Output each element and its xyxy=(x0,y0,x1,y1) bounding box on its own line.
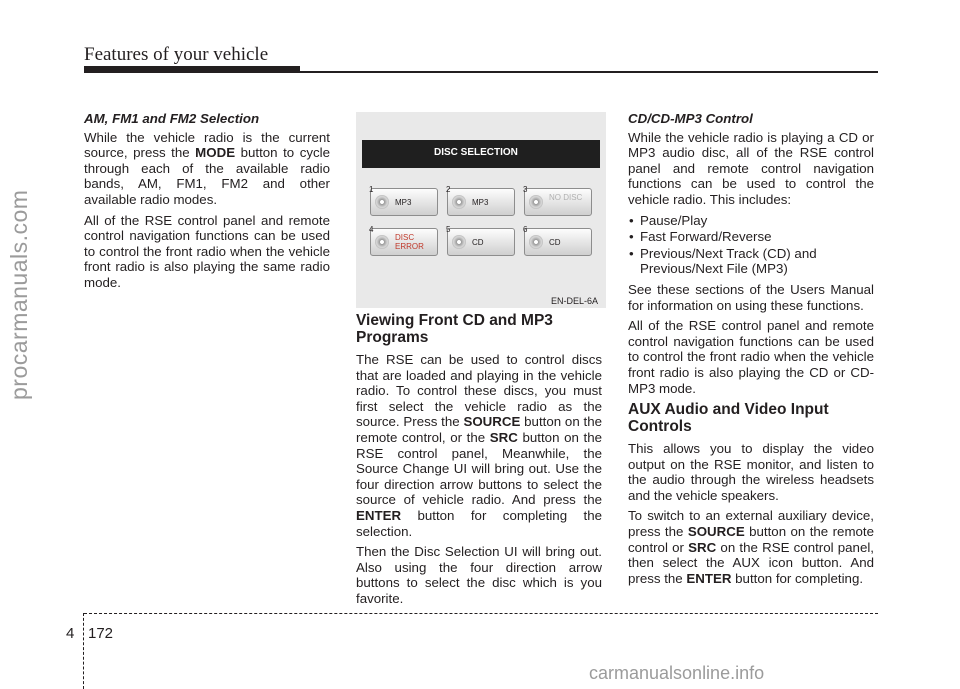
bold-term: SRC xyxy=(688,539,717,555)
text-run: button on the RSE control panel, Meanwhile, the Source Change UI will bring out. Use the four direction arrow buttons to select the source of vehicle radio. And press the xyxy=(356,429,602,508)
disc-label: NO DISC xyxy=(549,193,583,202)
disc-label: MP3 xyxy=(472,198,489,207)
banner-label: DISC SELECTION xyxy=(434,147,518,158)
disc-button-4 xyxy=(369,225,438,256)
text-run: The RSE can be used to control discs that are loaded and playing in the vehicle radio. To control these discs, you must first select the vehicle radio as the source. Press the xyxy=(356,352,602,430)
disc-label: MP3 xyxy=(395,198,412,207)
paragraph: Then the Disc Selection UI will bring out. Also using the four direction arrow buttons to select the disc which is you favorite. xyxy=(356,544,602,606)
section-heading-cd-mp3: CD/CD-MP3 Control xyxy=(628,111,753,126)
feature-list xyxy=(628,213,874,277)
text-run: button on the remote control or xyxy=(628,524,874,555)
disc-icon xyxy=(529,235,543,249)
disc-number: 3 xyxy=(523,185,528,194)
text-run: button on the remote control, or the xyxy=(356,414,602,445)
disc-label: DISC ERROR xyxy=(395,233,424,251)
disc-label: CD xyxy=(549,238,561,247)
bold-term: ENTER xyxy=(356,507,402,523)
disc-icon xyxy=(375,235,389,249)
paragraph: All of the RSE control panel and remote control navigation functions can be used to control the front radio when the vehicle front radio is also playing the CD or CD-MP3 mode. xyxy=(628,318,874,396)
list-item: • Pause/Play xyxy=(628,213,874,229)
header-bar xyxy=(84,66,300,73)
disc-number: 2 xyxy=(446,185,451,194)
text-run: button to cycle through each of the available radio bands, AM, FM1, FM2 and other available radio modes. xyxy=(84,145,330,207)
section-heading-front-cd: Viewing Front CD and MP3 Programs xyxy=(356,312,553,346)
disc-number: 6 xyxy=(523,225,528,234)
section-heading-aux: AUX Audio and Video Input Controls xyxy=(628,401,829,436)
disc-button-6 xyxy=(523,225,592,256)
side-watermark: procarmanuals.com xyxy=(6,189,32,400)
paragraph: While the vehicle radio is playing a CD or MP3 audio disc, all of the RSE control panel and remote control navigation functions can be used to control the vehicle radio. This includes: xyxy=(628,129,874,207)
bottom-watermark: carmanualsonline.info xyxy=(589,663,765,683)
bold-term: SRC xyxy=(489,429,518,445)
disc-icon xyxy=(529,195,543,209)
text-run: To switch to an external auxiliary device, press the xyxy=(628,508,874,540)
list-item: • Previous/Next Track (CD) and Previous/Next File (MP3) xyxy=(628,246,874,277)
footer-rule xyxy=(84,613,878,615)
disc-selection-banner xyxy=(362,140,600,168)
paragraph xyxy=(84,130,330,208)
disc-icon xyxy=(452,195,466,209)
column-right xyxy=(628,111,874,591)
disc-label: CD xyxy=(472,238,484,247)
text-run: on the RSE control panel, then select the AUX icon button. And press the xyxy=(628,539,874,586)
disc-number: 1 xyxy=(369,185,374,194)
page-number: 172 xyxy=(88,625,114,642)
column-left xyxy=(84,111,330,296)
section-heading-am-fm: AM, FM1 and FM2 Selection xyxy=(84,111,260,126)
paragraph xyxy=(356,352,602,539)
text-run: button for completing the selection. xyxy=(356,507,602,539)
disc-button-3 xyxy=(523,185,592,216)
paragraph: This allows you to display the video output on the RSE monitor, and listen to the audio through the wireless headsets and the vehicle speakers. xyxy=(628,441,874,503)
bold-term: SOURCE xyxy=(687,524,745,540)
disc-number: 5 xyxy=(446,225,451,234)
page-header-title: Features of your vehicle xyxy=(84,44,269,65)
disc-selection-figure xyxy=(356,112,606,308)
text-run: While the vehicle radio is the current source, press the xyxy=(84,129,330,161)
bold-term: SOURCE xyxy=(463,414,521,430)
paragraph: See these sections of the Users Manual for information on using these functions. xyxy=(628,281,874,313)
footer-divider xyxy=(83,613,85,689)
list-item: • Fast Forward/Reverse xyxy=(628,229,874,245)
header-rule xyxy=(300,71,878,73)
bold-term: MODE xyxy=(195,145,236,161)
bold-term: ENTER xyxy=(686,570,732,586)
column-middle xyxy=(356,310,602,612)
figure-caption: EN-DEL-6A xyxy=(550,296,598,306)
disc-icon xyxy=(375,195,389,209)
paragraph xyxy=(628,508,874,586)
text-run: button for completing. xyxy=(731,570,864,586)
disc-button-1 xyxy=(369,185,438,216)
chapter-number: 4 xyxy=(66,625,75,642)
disc-icon xyxy=(452,235,466,249)
disc-button-2 xyxy=(446,185,515,216)
disc-button-5 xyxy=(446,225,515,256)
disc-number: 4 xyxy=(369,225,374,234)
paragraph: All of the RSE control panel and remote control navigation functions can be used to control the front radio when the vehicle front radio is also playing the same radio mode. xyxy=(84,212,330,290)
